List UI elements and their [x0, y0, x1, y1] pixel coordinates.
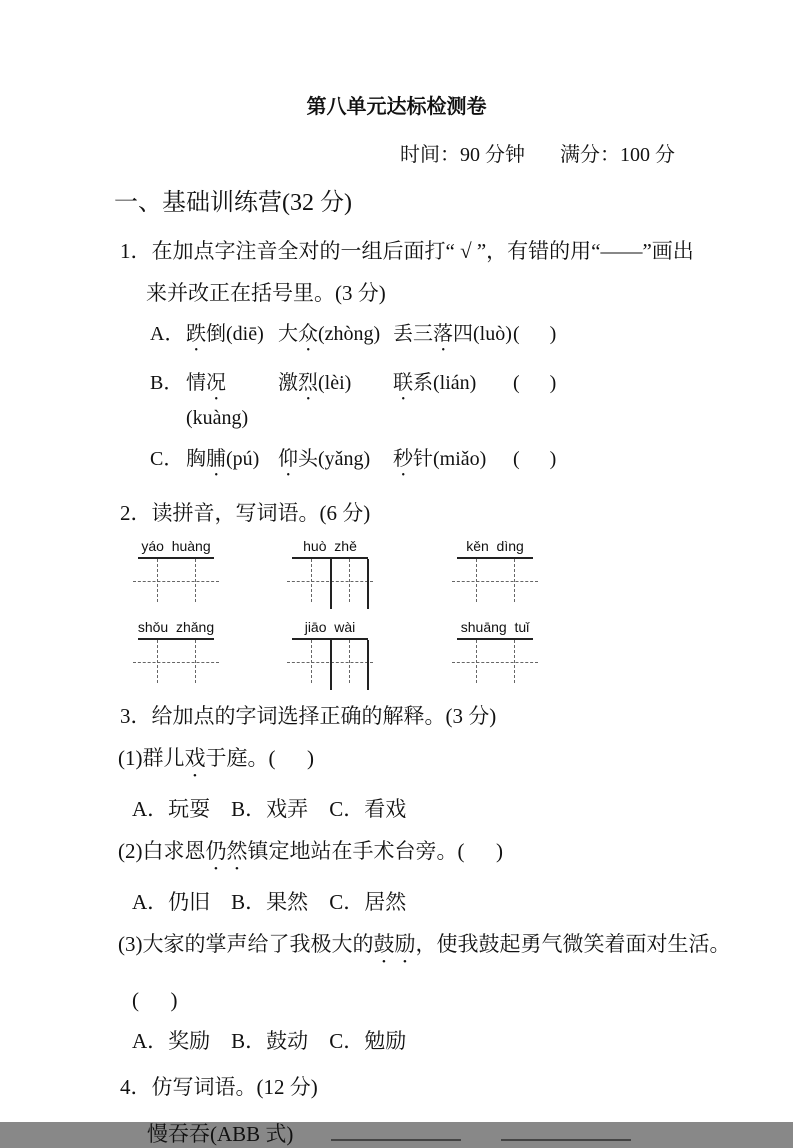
example-word: 慢吞吞(ABB 式) [147, 1122, 294, 1146]
option-c: C．看戏 [329, 797, 407, 821]
dotted-char: 仍 [205, 839, 227, 863]
option-a: A．仍旧 [132, 890, 211, 914]
option-b: B．戏弄 [231, 797, 309, 821]
pinyin-label: huò zhě [303, 538, 357, 554]
grid-solid-line [367, 640, 369, 690]
q1-row-a-label: A． [150, 323, 185, 345]
pinyin-label: yáo huàng [141, 538, 211, 554]
grid-dashed-line [195, 640, 196, 683]
q3-item-3: (3)大家的掌声给了我极大的鼓励，使我鼓起勇气微笑着面对生活。 [118, 932, 731, 956]
answer-paren: ( ) [513, 372, 557, 394]
q1-row-a [150, 321, 793, 356]
pinyin-word-block [292, 537, 368, 603]
answer-blank [501, 1118, 631, 1141]
writing-grid [292, 638, 368, 684]
grid-dashed-line [514, 559, 515, 602]
answer-paren: ( ) [268, 746, 314, 770]
pinyin-label: shǒu zhǎng [137, 619, 215, 635]
score-label: 满分：100 分 [560, 144, 675, 166]
pinyin-word-block [457, 537, 533, 603]
grid-dashed-line [311, 559, 312, 602]
dotted-char: 烈 [298, 372, 318, 394]
q1-prompt-line1: 1．在加点字注音全对的一组后面打“ √ ”，有错的用“——”画出 [120, 239, 694, 263]
writing-grid [457, 557, 533, 603]
dotted-char: 况 [206, 372, 226, 394]
grid-midline [133, 662, 219, 663]
q4-prompt: 4．仿写词语。(12 分) [120, 1075, 318, 1099]
grid-dashed-line [349, 559, 350, 602]
dotted-char: 众 [298, 323, 318, 345]
answer-paren: ( ) [457, 839, 503, 863]
option-a: A．奖励 [132, 1029, 211, 1053]
q1-row-b-word1: 情况(kuàng) [186, 372, 249, 429]
q1-row-a-word1: 跌倒(diē) [186, 323, 264, 345]
dotted-char: 仰 [278, 448, 298, 470]
grid-midline [452, 581, 538, 582]
item-number: (3) [118, 932, 143, 956]
answer-paren: ( ) [132, 988, 178, 1012]
pinyin-word-block [292, 618, 368, 684]
q1-row-a-word2: 大众(zhòng) [278, 323, 381, 345]
grid-dashed-line [157, 559, 158, 602]
q1-row-b-word2: 激烈(lèi) [278, 372, 352, 394]
q1-row-b-label: B． [150, 372, 184, 394]
pinyin-label: jiāo wài [304, 619, 356, 635]
writing-grid [292, 557, 368, 603]
q3-item-1-options [132, 796, 793, 823]
dotted-char: 励 [394, 932, 416, 956]
page-title: 第八单元达标检测卷 [306, 96, 487, 118]
writing-grid [138, 638, 214, 684]
option-c: C．勉励 [329, 1029, 407, 1053]
q1-row-c-word3: 秒针(miǎo) [393, 448, 487, 470]
grid-solid-line [330, 640, 332, 690]
pinyin-grid-row-2 [138, 618, 793, 684]
exam-info-line [0, 142, 793, 168]
dotted-char: 联 [393, 372, 413, 394]
grid-dashed-line [157, 640, 158, 683]
q1-row-c-word2: 仰头(yǎng) [278, 448, 371, 470]
q1-row-b [150, 370, 793, 432]
q1-row-a-word3: 丢三落四(luò) [393, 323, 512, 345]
answer-paren: ( ) [513, 323, 557, 345]
dotted-char: 戏 [184, 746, 206, 770]
pinyin-grid-row-1 [138, 537, 793, 603]
grid-midline [133, 581, 219, 582]
grid-solid-line [330, 559, 332, 609]
dotted-char: 落 [433, 323, 453, 345]
writing-grid [457, 638, 533, 684]
q2-prompt: 2．读拼音，写词语。(6 分) [120, 501, 371, 525]
pinyin-word-block [138, 537, 214, 603]
dotted-char: 然 [226, 839, 248, 863]
option-b: B．果然 [231, 890, 309, 914]
q3-item-3-options [132, 1028, 793, 1055]
q1-row-c-label: C． [150, 448, 184, 470]
grid-dashed-line [514, 640, 515, 683]
dotted-char: 脯 [206, 448, 226, 470]
q1-row-c-word1: 胸脯(pú) [186, 448, 260, 470]
item-number: (2) [118, 839, 143, 863]
dotted-char: 鼓 [373, 932, 395, 956]
grid-dashed-line [476, 559, 477, 602]
q3-item-1: (1)群儿戏于庭。( ) [118, 746, 314, 770]
grid-dashed-line [195, 559, 196, 602]
pinyin-label: kěn dìng [466, 538, 524, 554]
option-a: A．玩耍 [132, 797, 211, 821]
q3-item-2: (2)白求恩仍然镇定地站在手术台旁。( ) [118, 839, 503, 863]
grid-solid-line [367, 559, 369, 609]
pinyin-word-block [457, 618, 533, 684]
time-label: 时间：90 分钟 [400, 144, 525, 166]
section-1-heading: 一、基础训练营(32 分) [114, 190, 352, 216]
item-number: (1) [118, 746, 143, 770]
writing-grid [138, 557, 214, 603]
grid-dashed-line [311, 640, 312, 683]
q1-prompt-line2: 来并改正在括号里。(3 分) [146, 281, 386, 305]
grid-dashed-line [476, 640, 477, 683]
grid-dashed-line [349, 640, 350, 683]
option-c: C．居然 [329, 890, 407, 914]
q1-row-b-word3: 联系(lián) [393, 372, 477, 394]
answer-paren: ( ) [513, 448, 557, 470]
option-b: B．鼓动 [231, 1029, 309, 1053]
q3-item-2-options [132, 889, 793, 916]
pinyin-label: shuāng tuǐ [460, 619, 530, 635]
q1-row-c [150, 446, 793, 481]
q3-item-3-answer [132, 987, 793, 1014]
pinyin-word-block [138, 618, 214, 684]
dotted-char: 秒 [393, 448, 413, 470]
q4-example-line [147, 1118, 793, 1148]
dotted-char: 跌 [186, 323, 206, 345]
grid-midline [452, 662, 538, 663]
q3-prompt: 3．给加点的字词选择正确的解释。(3 分) [120, 704, 497, 728]
answer-blank [331, 1118, 461, 1141]
